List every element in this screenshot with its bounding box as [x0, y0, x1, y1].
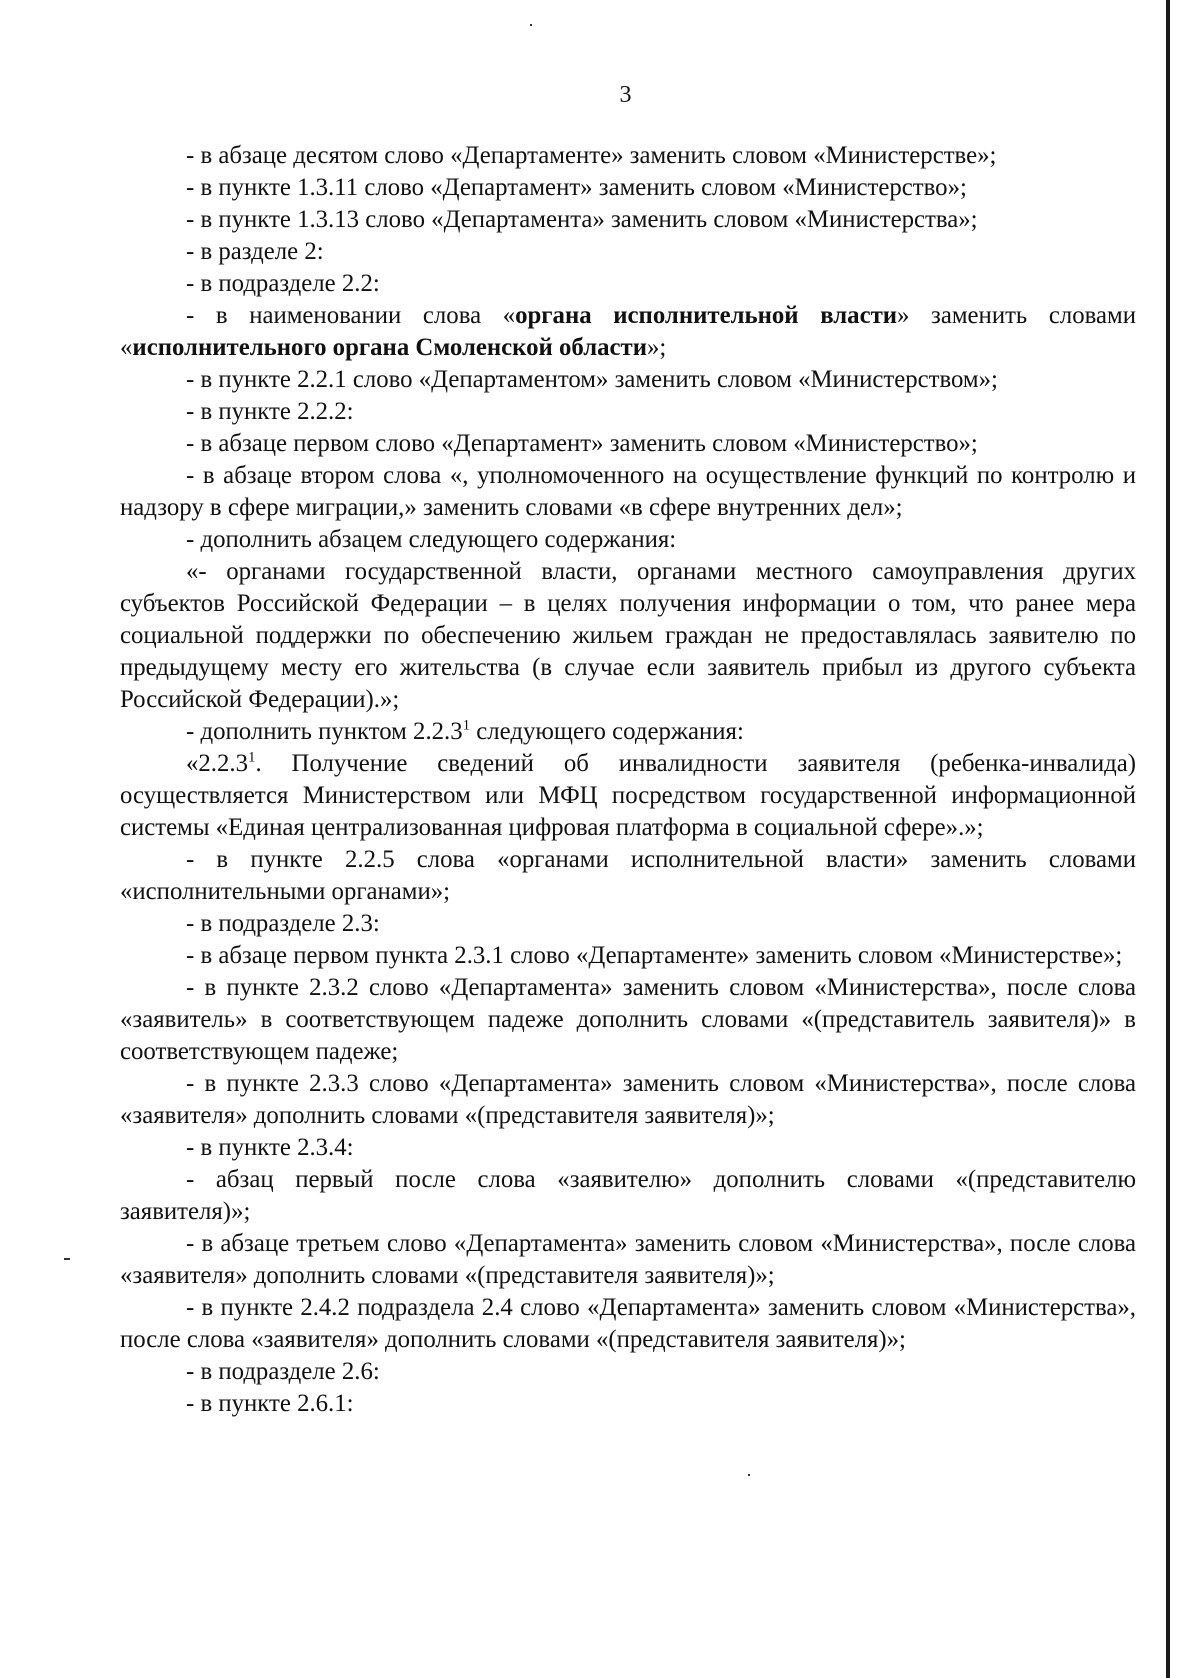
paragraph: - в пункте 2.4.2 подраздела 2.4 слово «Департамента» заменить словом «Министерства», после слова «заявителя» дополнить словами «(представителя заявителя)»; [120, 1294, 1136, 1353]
scan-speck [64, 1258, 70, 1260]
bold-fragment: органа исполнительной власти [515, 302, 898, 329]
superscript: 1 [462, 717, 471, 734]
text-fragment: . Получение сведений об инвалидности заявителя (ребенка-инвалида) осуществляется Министерством или МФЦ посредством государственной информационной системы «Единая централизованная цифровая платформа в социальной сфере».»; [120, 750, 1136, 841]
paragraph: - в пункте 1.3.13 слово «Департамента» заменить словом «Министерства»; [186, 206, 978, 233]
paragraph: «- органами государственной власти, органами местного самоуправления других субъектов Российской Федерации – в целях получения информации о том, что ранее мера социальной поддержки по обеспечению жильем граждан не предоставлялась заявителю по предыдущему месту его жительства (в случае если заявитель прибыл из другого субъекта Российской Федерации).»; [120, 558, 1136, 713]
paragraph: - в пункте 2.6.1: [186, 1390, 354, 1417]
paragraph: - в абзаце десятом слово «Департаменте» заменить словом «Министерстве»; [186, 142, 997, 169]
text-fragment: » заменить словами « [120, 302, 1136, 361]
text-fragment: - в наименовании слова « [186, 302, 516, 329]
text-fragment: следующего содержания: [470, 718, 744, 745]
paragraph-with-bold [120, 300, 1136, 364]
paragraph: - в подразделе 2.6: [186, 1358, 380, 1385]
page-number: 3 [619, 82, 632, 108]
text-fragment: «2.2.3 [186, 750, 248, 777]
scan-speck [748, 1474, 750, 1476]
paragraph: - дополнить абзацем следующего содержания: [186, 526, 677, 553]
document-body [120, 140, 1136, 1420]
paragraph: - в пункте 2.2.5 слова «органами исполнительной власти» заменить словами «исполнительными органами»; [120, 846, 1136, 905]
paragraph: - в абзаце третьем слово «Департамента» заменить словом «Министерства», после слова «заявителя» дополнить словами «(представителя заявителя)»; [120, 1230, 1136, 1289]
paragraph-with-superscript [120, 748, 1136, 844]
bold-fragment: исполнительного органа Смоленской области [132, 334, 647, 361]
scan-speck [530, 24, 532, 26]
paragraph: - абзац первый после слова «заявителю» дополнить словами «(представителю заявителя)»; [120, 1166, 1136, 1225]
paragraph: - в пункте 2.2.1 слово «Департаментом» заменить словом «Министерством»; [186, 366, 998, 393]
page-border-line [1166, 0, 1170, 1678]
paragraph: - в абзаце втором слова «, уполномоченного на осуществление функций по контролю и надзору в сфере миграции,» заменить словами «в сфере внутренних дел»; [120, 462, 1136, 521]
text-fragment: - дополнить пунктом 2.2.3 [186, 718, 463, 745]
paragraph: - в пункте 2.2.2: [186, 398, 354, 425]
paragraph: - в абзаце первом слово «Департамент» заменить словом «Министерство»; [186, 430, 978, 457]
paragraph: - в пункте 1.3.11 слово «Департамент» заменить словом «Министерство»; [186, 174, 967, 201]
text-fragment: »; [646, 334, 667, 361]
paragraph: - в пункте 2.3.2 слово «Департамента» заменить словом «Министерства», после слова «заявитель» в соответствующем падеже дополнить словами «(представитель заявителя)» в соответствующем падеже; [120, 974, 1136, 1065]
paragraph: - в подразделе 2.3: [186, 910, 380, 937]
paragraph: - в пункте 2.3.3 слово «Департамента» заменить словом «Министерства», после слова «заявителя» дополнить словами «(представителя заявителя)»; [120, 1070, 1136, 1129]
paragraph: - в пункте 2.3.4: [186, 1134, 354, 1161]
paragraph: - в абзаце первом пункта 2.3.1 слово «Департаменте» заменить словом «Министерстве»; [186, 942, 1123, 969]
paragraph: - в подразделе 2.2: [186, 270, 380, 297]
superscript: 1 [248, 749, 256, 766]
paragraph: - в разделе 2: [186, 238, 324, 265]
paragraph-with-superscript [120, 716, 1136, 748]
